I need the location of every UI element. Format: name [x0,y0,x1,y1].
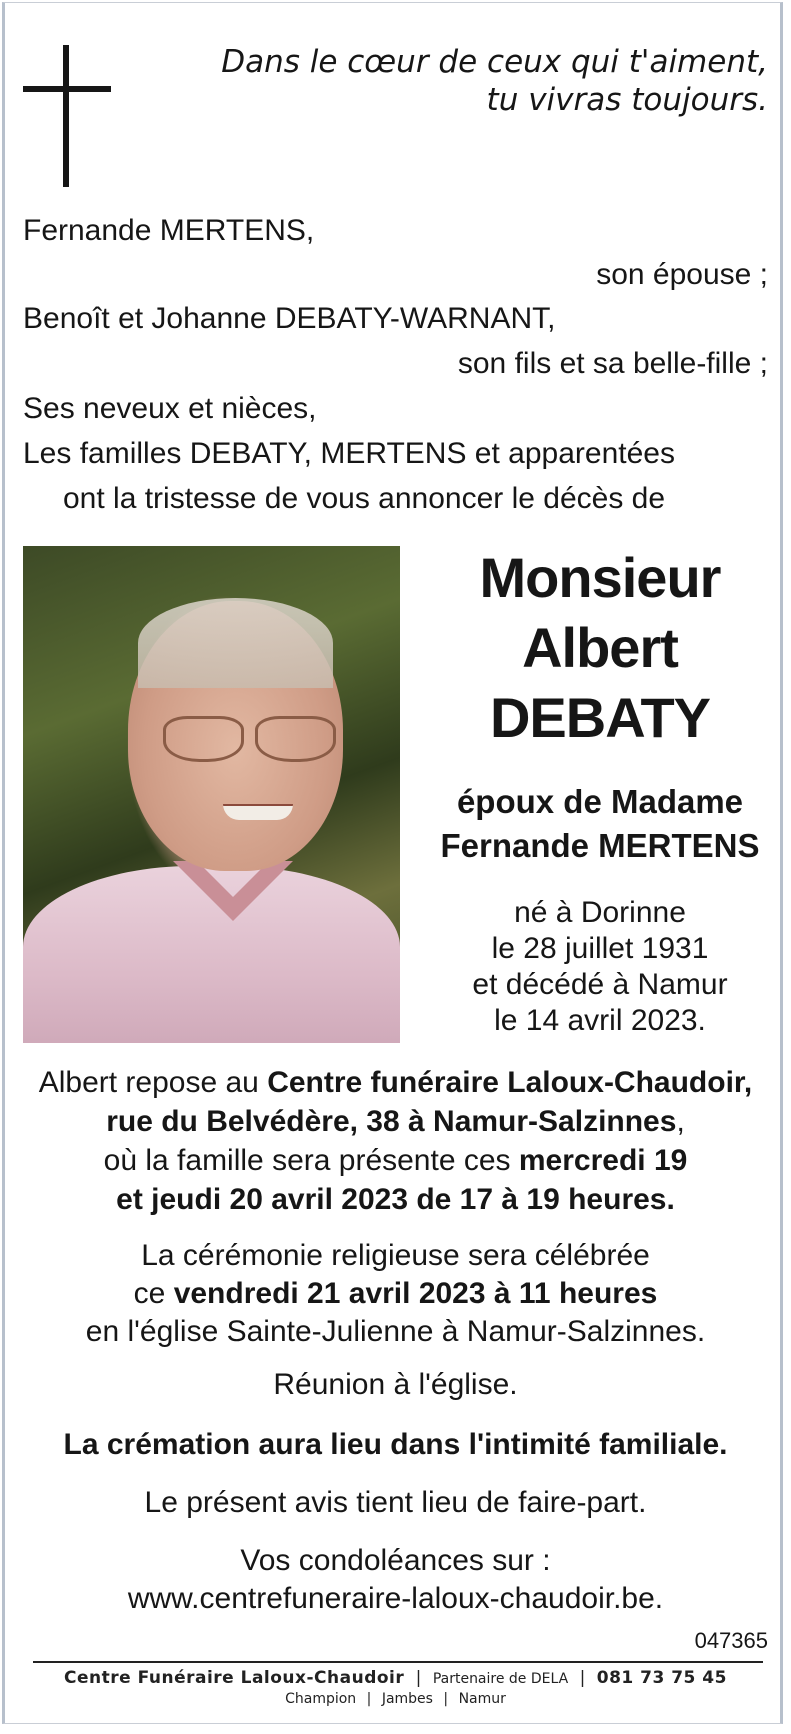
location-jambes: Jambes [381,1691,433,1707]
ceremony-line-2: ce vendredi 21 avril 2023 à 11 heures [133,1277,658,1310]
quote-line-1: Dans le cœur de ceux qui t'aiment, [221,44,768,80]
family-line-7: ont la tristesse de vous annoncer le décès de [63,482,666,515]
reunion-note: Réunion à l'église. [273,1368,518,1401]
deceased-first-name: Albert [522,616,678,679]
repose-line-4: et jeudi 20 avril 2023 de 17 à 19 heures. [116,1183,675,1216]
location-namur: Namur [458,1691,506,1707]
funeral-home-name: Centre Funéraire Laloux-Chaudoir [64,1668,405,1688]
repose-line-2: rue du Belvédère, 38 à Namur-Salzinnes, [106,1105,685,1138]
deceased-last-name: DEBATY [489,686,711,749]
faire-part-note: Le présent avis tient lieu de faire-part. [144,1486,647,1519]
spouse-line-2: Fernande MERTENS [440,827,760,864]
footer-divider [33,1661,763,1663]
quote-line-2: tu vivras toujours. [486,82,768,118]
family-line-3: Benoît et Johanne DEBATY-WARNANT, [23,302,556,335]
repose-line-1: Albert repose au Centre funéraire Laloux-Chaudoir, [38,1066,753,1099]
birth-date: le 28 juillet 1931 [491,932,709,965]
cremation-note: La crémation aura lieu dans l'intimité familiale. [63,1428,728,1461]
death-date: le 14 avril 2023. [494,1004,706,1037]
condolences-label: Vos condoléances sur : [240,1544,551,1577]
ceremony-line-3: en l'église Sainte-Julienne à Namur-Salzinnes. [85,1315,706,1348]
death-place: et décédé à Namur [472,968,728,1001]
deceased-title: Monsieur [479,546,721,609]
cross-icon-bar [23,86,111,92]
family-line-6: Les familles DEBATY, MERTENS et apparentées [23,437,675,470]
birth-place: né à Dorinne [514,896,686,929]
condolences-website: www.centrefuneraire-laloux-chaudoir.be. [127,1582,664,1615]
ceremony-line-1: La cérémonie religieuse sera célébrée [141,1239,650,1272]
family-line-2: son épouse ; [596,258,768,291]
funeral-home-footer: Centre Funéraire Laloux-Chaudoir | Partenaire de DELA | 081 73 75 45 [64,1668,727,1688]
deceased-portrait [23,546,400,1043]
funeral-home-locations: Champion | Jambes | Namur [285,1691,506,1707]
family-line-5: Ses neveux et nièces, [23,392,317,425]
location-champion: Champion [285,1691,357,1707]
spouse-line-1: époux de Madame [456,783,744,820]
memorial-quote [221,43,768,119]
repose-line-3: où la famille sera présente ces mercredi 19 [103,1144,688,1177]
notice-reference: 047365 [694,1628,768,1653]
funeral-home-partner: Partenaire de DELA [432,1671,569,1687]
family-line-4: son fils et sa belle-fille ; [457,347,768,380]
cross-icon [63,45,69,187]
funeral-home-phone: 081 73 75 45 [596,1668,727,1688]
obituary-notice [2,2,783,1724]
family-line-1: Fernande MERTENS, [23,214,315,247]
